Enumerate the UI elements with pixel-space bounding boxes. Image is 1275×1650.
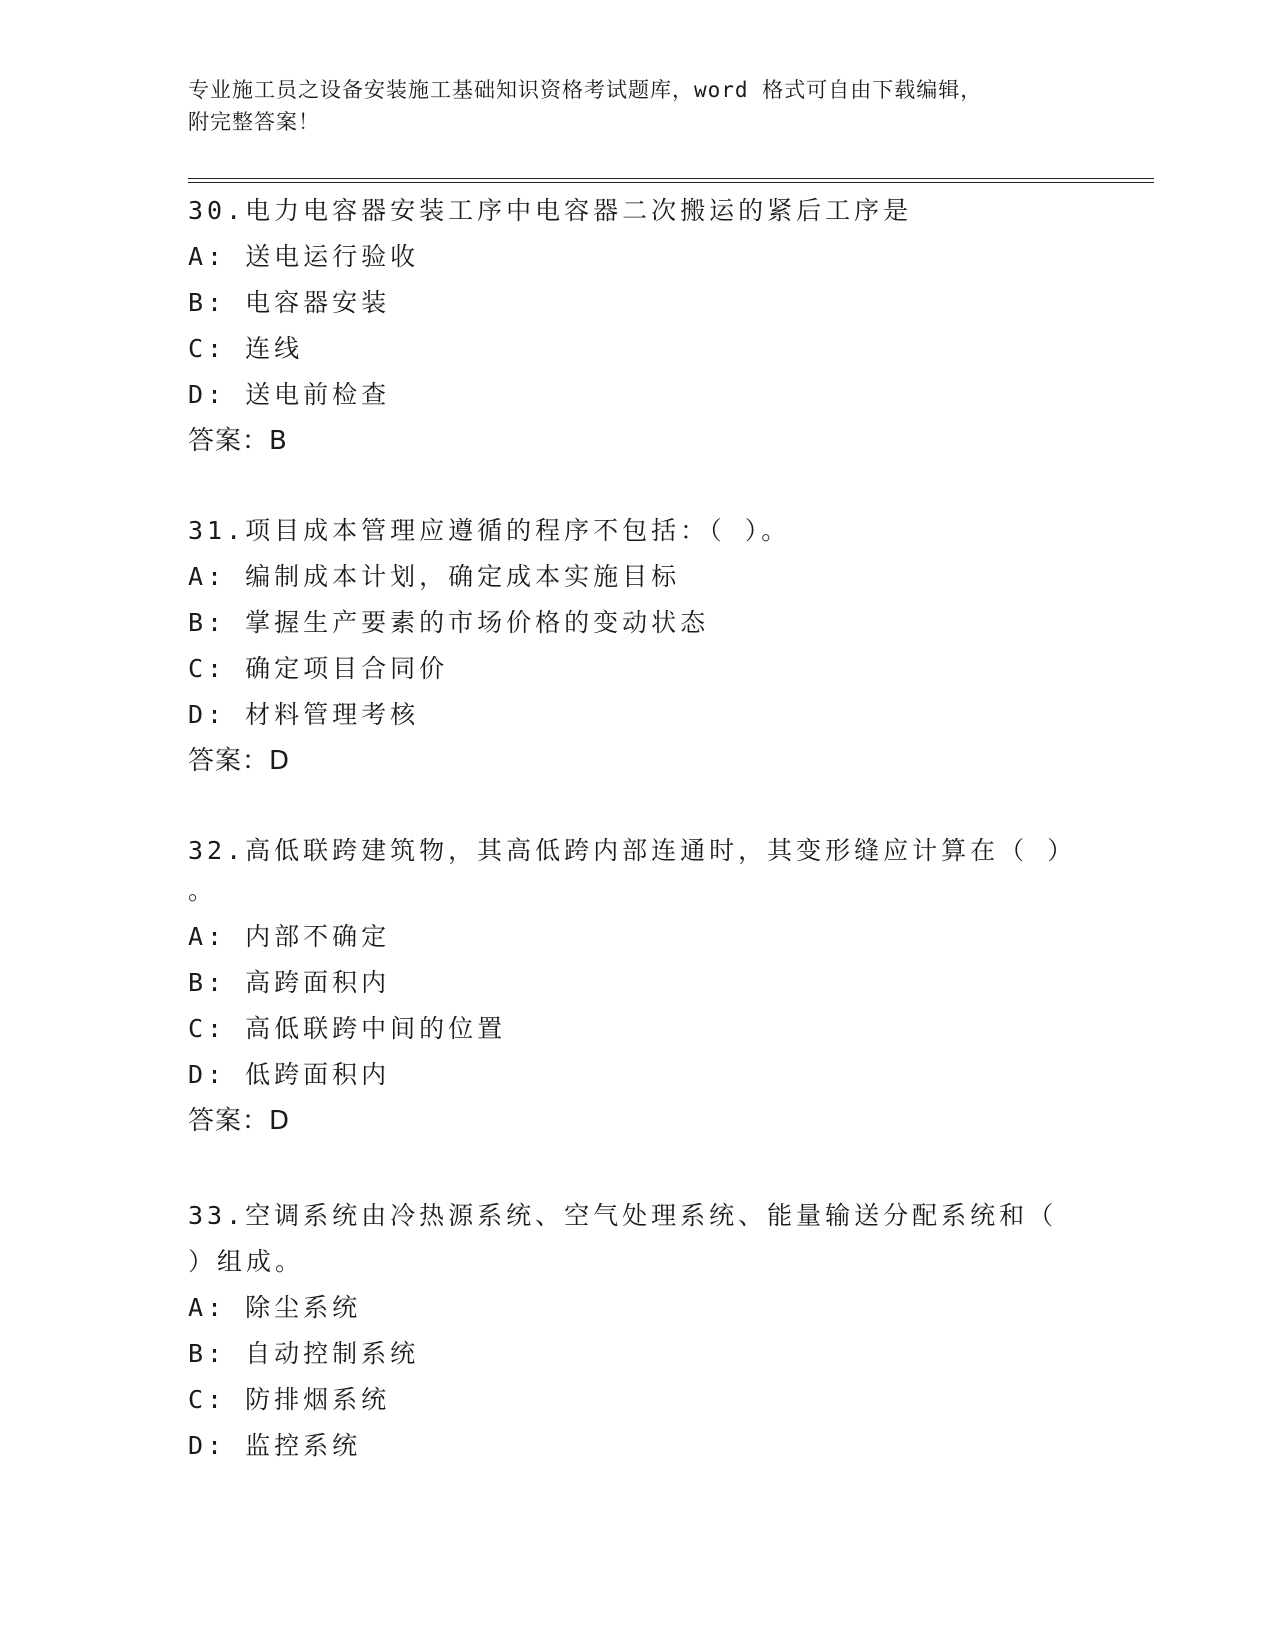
option-c: C: 连线 xyxy=(188,334,304,363)
option-b: B: 高跨面积内 xyxy=(188,968,391,997)
option-d: D: 监控系统 xyxy=(188,1431,362,1460)
option-d: D: 送电前检查 xyxy=(188,380,391,409)
option-a: A: 内部不确定 xyxy=(188,922,391,951)
option-a: A: 编制成本计划，确定成本实施目标 xyxy=(188,562,681,591)
question-31 xyxy=(188,508,1068,784)
document-header xyxy=(188,74,1068,138)
option-d: D: 材料管理考核 xyxy=(188,700,420,729)
option-b: B: 自动控制系统 xyxy=(188,1339,420,1368)
question-30 xyxy=(188,188,1068,464)
header-line-2: 附完整答案！ xyxy=(188,110,320,134)
question-stem-continuation: 。 xyxy=(188,876,218,905)
question-stem: 32.高低联跨建筑物，其高低跨内部连通时，其变形缝应计算在（ ） xyxy=(188,836,1077,865)
question-33 xyxy=(188,1193,1068,1469)
header-line-1: 专业施工员之设备安装施工基础知识资格考试题库，word 格式可自由下载编辑， xyxy=(188,78,983,102)
option-c: C: 防排烟系统 xyxy=(188,1385,391,1414)
question-32 xyxy=(188,828,1077,1144)
question-stem-continuation: ）组成。 xyxy=(188,1247,305,1276)
question-stem: 30.电力电容器安装工序中电容器二次搬运的紧后工序是 xyxy=(188,196,913,225)
option-d: D: 低跨面积内 xyxy=(188,1060,391,1089)
option-c: C: 高低联跨中间的位置 xyxy=(188,1014,507,1043)
question-stem: 33.空调系统由冷热源系统、空气处理系统、能量输送分配系统和（ xyxy=(188,1201,1058,1230)
option-a: A: 除尘系统 xyxy=(188,1293,362,1322)
header-divider xyxy=(188,178,1154,183)
option-a: A: 送电运行验收 xyxy=(188,242,420,271)
answer-line: 答案：D xyxy=(188,746,291,776)
option-b: B: 电容器安装 xyxy=(188,288,391,317)
answer-line: 答案：D xyxy=(188,1106,291,1136)
question-stem: 31.项目成本管理应遵循的程序不包括：（ ）。 xyxy=(188,516,791,545)
answer-line: 答案：B xyxy=(188,426,288,456)
option-b: B: 掌握生产要素的市场价格的变动状态 xyxy=(188,608,710,637)
option-c: C: 确定项目合同价 xyxy=(188,654,449,683)
